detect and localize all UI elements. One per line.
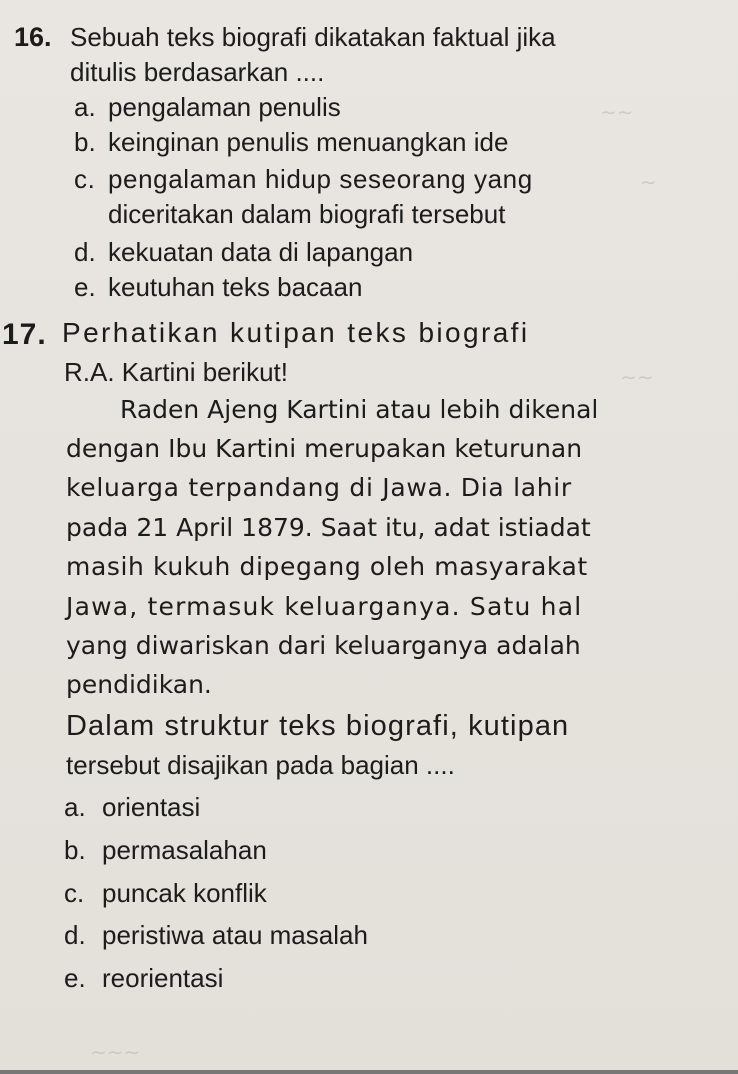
answer-option-c[interactable] [64,878,267,908]
question-stem: Perhatikan kutipan teks biografi [62,317,530,348]
option-text: pengalaman hidup seseorang yang [108,164,533,194]
passage-line: Raden Ajeng Kartini atau lebih dikenal [120,395,599,424]
option-text: diceritakan dalam biografi tersebut [108,199,506,229]
option-text: pengalaman penulis [108,92,341,122]
passage-line: yang diwariskan dari keluarganya adalah [66,631,581,660]
passage-line: Jawa, termasuk keluarganya. Satu hal [66,592,583,621]
option-text: peristiwa atau masalah [102,920,368,950]
question-stem: Sebuah teks biografi dikatakan faktual jika [70,22,556,52]
question-prompt: Dalam struktur teks biografi, kutipan [66,710,570,742]
show-through-mark: ∼∼∼ [90,1042,141,1064]
question-stem: ditulis berdasarkan .... [70,57,325,87]
answer-option-d[interactable] [74,237,413,267]
page-bottom-edge [0,1070,738,1074]
answer-option-e[interactable] [64,963,223,993]
passage-line: keluarga terpandang di Jawa. Dia lahir [66,473,572,502]
show-through-mark: ∼ [640,172,657,194]
question-stem: R.A. Kartini berikut! [64,357,288,387]
question-prompt: tersebut disajikan pada bagian .... [66,750,455,780]
answer-option-c[interactable] [74,164,533,194]
answer-option-d[interactable] [64,920,368,950]
option-letter: d. [64,920,86,950]
answer-option-a[interactable] [74,92,341,122]
option-letter: a. [64,792,86,822]
option-text: orientasi [102,792,201,822]
question-number: 17. [2,318,47,351]
question-number: 16. [14,22,52,52]
passage-line: masih kukuh dipegang oleh masyarakat [66,552,588,581]
option-letter: c. [74,164,96,194]
option-letter: e. [74,272,96,302]
option-text: keutuhan teks bacaan [108,272,363,302]
option-letter: a. [74,92,96,122]
option-text: keinginan penulis menuangkan ide [108,127,509,157]
passage-line: pada 21 April 1879. Saat itu, adat istiadat [66,513,591,542]
show-through-mark: ∼∼ [600,102,634,124]
passage-line: dengan Ibu Kartini merupakan keturunan [66,434,583,463]
option-letter: c. [64,878,85,908]
answer-option-b[interactable] [64,835,267,865]
option-letter: d. [74,237,96,267]
show-through-mark: ∼∼ [620,367,654,389]
option-text: kekuatan data di lapangan [108,237,414,267]
answer-option-b[interactable] [74,127,508,157]
option-text: permasalahan [102,835,267,865]
option-letter: b. [64,835,86,865]
answer-option-e[interactable] [74,272,362,302]
answer-option-a[interactable] [64,792,200,822]
option-text: reorientasi [102,963,224,993]
answer-option-c-continued [108,199,505,229]
option-letter: b. [74,127,96,157]
passage-line: pendidikan. [66,670,212,699]
option-text: puncak konflik [102,878,267,908]
option-letter: e. [64,963,86,993]
